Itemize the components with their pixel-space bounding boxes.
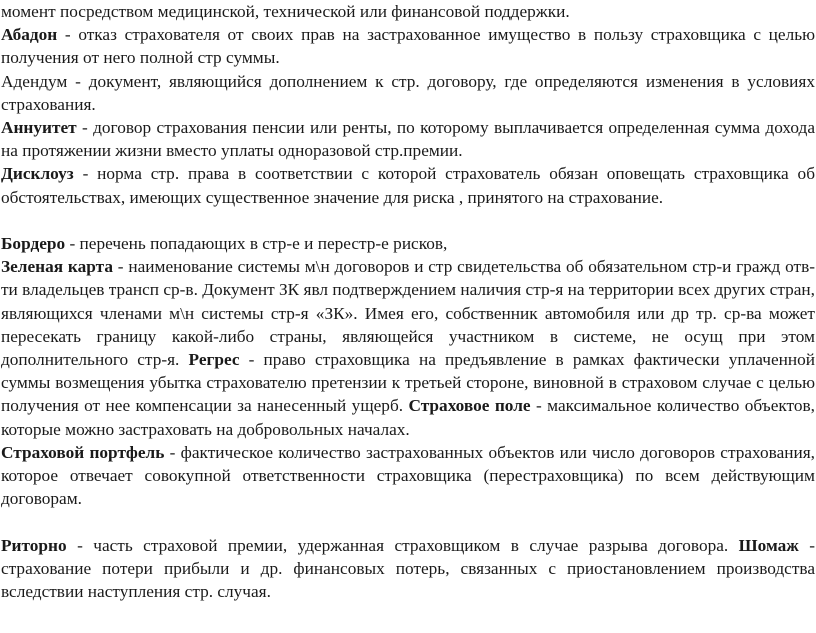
term-definition: - часть страховой премии, удержанная страховщиком в случае разрыва договора. bbox=[66, 535, 739, 555]
paragraph bbox=[1, 0, 815, 23]
term-heading: Абадон bbox=[1, 25, 58, 45]
paragraph bbox=[1, 255, 815, 441]
paragraph bbox=[1, 441, 815, 511]
blank-line bbox=[1, 510, 815, 533]
term-definition: - отказ страхователя от своих прав на застрахованное имущество в пользу страховщика с целью получения от него полной стр суммы. bbox=[1, 25, 815, 68]
term-definition: - страхование потери прибыли и др. финансовых потерь, связанных с приостановлением производства вследствии наступления стр. случая. bbox=[1, 535, 815, 602]
term-definition: момент посредством медицинской, технической или финансовой поддержки. bbox=[1, 2, 570, 21]
paragraph bbox=[1, 23, 815, 69]
paragraph bbox=[1, 232, 815, 255]
term-heading: Регрес bbox=[188, 350, 240, 370]
term-definition: - договор страхования пенсии или ренты, по которому выплачивается определенная сумма дохода на протяжении жизни вместо уплаты одноразовой стр.премии. bbox=[1, 118, 815, 161]
term-heading: Зеленая карта bbox=[1, 257, 113, 277]
term-definition: - наименование системы м\н договоров и стр свидетельства об обязательном стр-и гражд отв-ти владельцев трансп ср-в. Документ ЗК явл подтверждением наличия стр-я на территории всех других стран, являющихся членами м\н системы стр-я «ЗК». Имея его, собственник автомобиля или др тр. ср-ва может пересекать границу какой-либо страны, являющейся участником в системе, не осущ при этом дополнительного стр-я. bbox=[1, 257, 816, 370]
term-definition: - право страховщика на предъявление в рамках фактически уплаченной суммы возмещения убытка страхователю претензии к третьей стороне, виновной в страховом случае с целью получения от нее компенсации за нанесенный ущерб. bbox=[1, 350, 815, 416]
term-definition: - фактическое количество застрахованных объектов или число договоров страхования, которое отвечает совокупной ответственности страховщика (перестраховщика) по всем действующим договорам. bbox=[1, 442, 816, 509]
term-definition: Адендум - документ, являющийся дополнением к стр. договору, где определяются изменения в условиях страхования. bbox=[1, 71, 815, 114]
term-heading: Страховой портфель bbox=[1, 442, 165, 462]
paragraph bbox=[1, 162, 815, 208]
blank-line bbox=[1, 209, 815, 232]
term-heading: Шомаж bbox=[738, 535, 799, 555]
term-definition: - максимальное количество объектов, которые можно застраховать на добровольных началах. bbox=[1, 396, 815, 439]
term-definition: - норма стр. права в соответствии с которой страхователь обязан оповещать страховщика об обстоятельствах, имеющих существенное значение для риска , принятого на страхование. bbox=[1, 164, 815, 207]
term-heading: Страховое поле bbox=[408, 396, 531, 416]
term-heading: Бордеро bbox=[1, 234, 66, 254]
term-heading: Риторно bbox=[1, 535, 67, 555]
term-heading: Аннуитет bbox=[1, 118, 77, 138]
term-definition: - перечень попадающих в стр-е и перестр-е рисков, bbox=[65, 234, 448, 254]
term-heading: Дисклоуз bbox=[1, 164, 74, 184]
paragraph bbox=[1, 70, 815, 116]
paragraph bbox=[1, 116, 815, 162]
paragraph bbox=[1, 534, 815, 604]
